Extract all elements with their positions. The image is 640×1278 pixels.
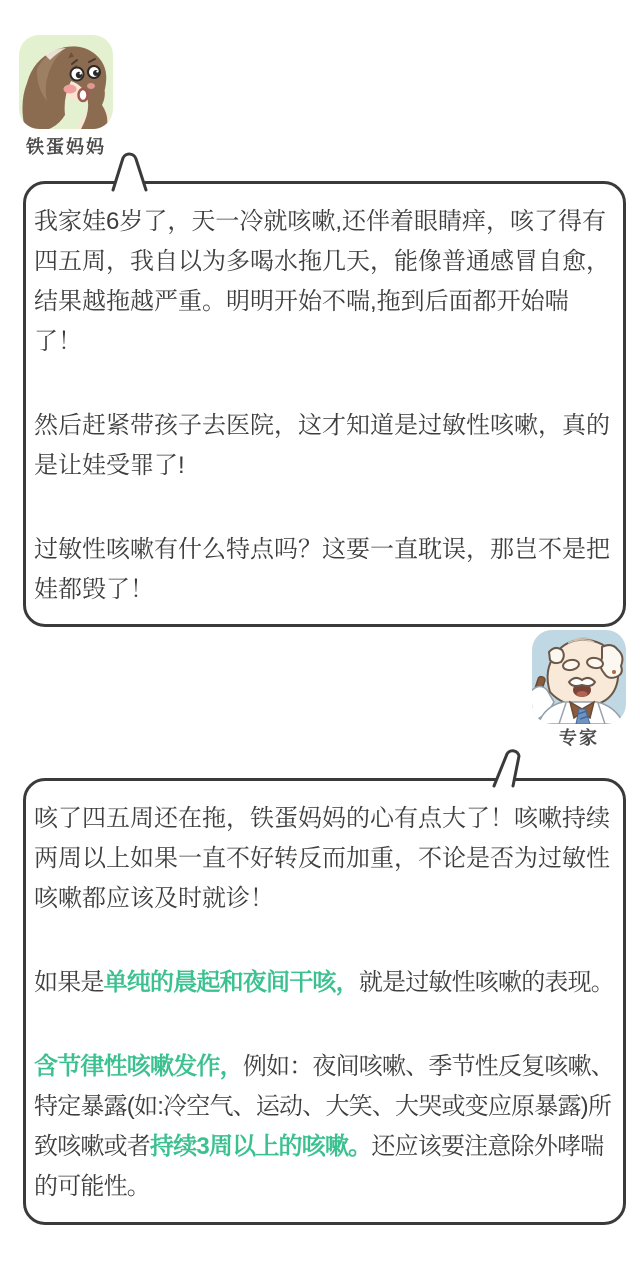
bubble-paragraph [34, 406, 616, 486]
body-text: 咳了四五周还在拖，铁蛋妈妈的心有点大了！咳嗽持续两周以上如果一直不好转反而加重，不论是否为过敏性咳嗽都应该及时就诊！ [34, 805, 610, 912]
expert-name-label: 专家 [559, 728, 599, 748]
mom-speech-bubble [23, 181, 626, 627]
highlighted-text: 含节律性咳嗽发作， [34, 1053, 243, 1080]
bubble-paragraph [34, 1047, 616, 1207]
body-text: 然后赶紧带孩子去医院，这才知道是过敏性咳嗽，真的是让娃受罪了! [34, 412, 610, 479]
mom-cartoon-avatar-icon [19, 35, 113, 129]
expert-avatar [532, 630, 626, 724]
mom-name-label: 铁蛋妈妈 [26, 137, 106, 157]
bubble-paragraph [34, 963, 616, 1003]
bubble-tail-icon [100, 144, 170, 196]
bubble-paragraph [34, 202, 616, 362]
body-text: 例如：夜间咳嗽、季节性反复咳嗽、特定暴露(如:冷空气、运动、大笑、大哭或变应原暴露)所致咳嗽或者 [34, 1053, 615, 1160]
bubble-tail-icon [478, 740, 548, 792]
mom-avatar [19, 35, 113, 129]
expert-speech-bubble [23, 778, 626, 1225]
bubble-paragraph [34, 799, 616, 919]
expert-cartoon-avatar-icon [532, 630, 626, 724]
highlighted-text: 单纯的晨起和夜间干咳， [103, 969, 359, 996]
body-text: 就是过敏性咳嗽的表现。 [358, 969, 615, 996]
body-text: 如果是 [34, 969, 104, 996]
body-text: 我家娃6岁了，天一冷就咳嗽,还伴着眼睛痒，咳了得有四五周，我自以为多喝水拖几天，能像普通感冒自愈，结果越拖越严重。明明开始不喘,拖到后面都开始喘了！ [34, 208, 610, 355]
highlighted-text: 持续3周以上的咳嗽。 [150, 1133, 372, 1160]
bubble-paragraph [34, 530, 616, 610]
body-text: 过敏性咳嗽有什么特点吗？这要一直耽误，那岂不是把娃都毁了！ [34, 536, 610, 603]
body-text: 还应该要注意除外哮喘的可能性。 [34, 1133, 604, 1200]
